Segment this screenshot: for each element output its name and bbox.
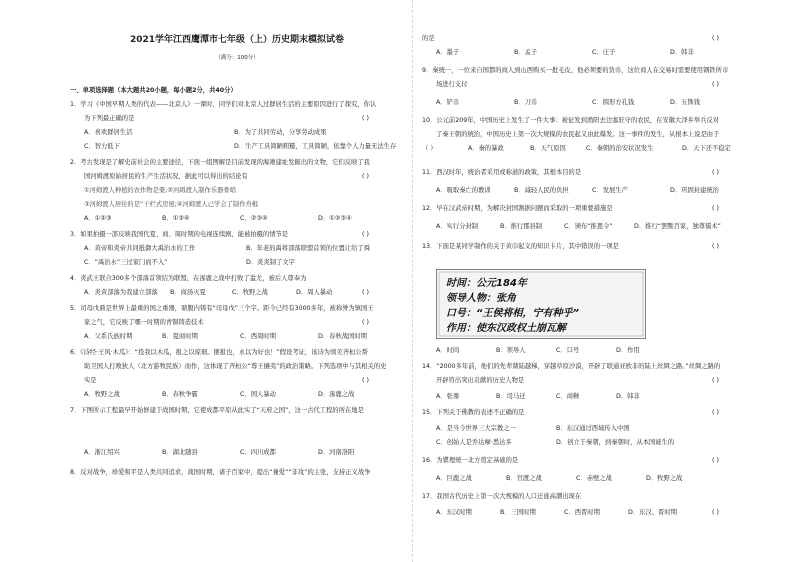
question-6-options (84, 392, 396, 398)
option-a: A．喜欢群居生活 (84, 129, 133, 136)
answer-bracket: ( ) (712, 457, 719, 464)
option-b: B．夏商时期 (162, 333, 198, 340)
question-6-line-2: 助卫国人打败狄人（北方游牧民族）而作，这体现了齐桓公“尊王攘夷”的政治策略。下列选项中与其相关的史 (84, 363, 387, 370)
option-a: A．铲币 (436, 99, 460, 106)
option-b: B．领导人 (496, 347, 526, 354)
answer-bracket: ( ) (712, 205, 719, 212)
option-b: B．刀币 (514, 99, 538, 106)
exam-title: 2021学年江西鹰潭市七年级（上）历史期末模拟试卷 (129, 35, 345, 45)
option-a: A．浙江绍兴 (84, 449, 120, 456)
question-15-options-row-1 (436, 426, 706, 432)
answer-bracket: ( ) (362, 231, 369, 238)
question-3-options-row-1 (84, 246, 396, 252)
option-d: D．作用 (616, 347, 640, 354)
answer-bracket: ( ) (712, 35, 719, 42)
question-6-line-3: 实是 (84, 377, 97, 384)
option-d: D．牧野之战 (646, 475, 683, 482)
question-3-options-row-2 (84, 260, 396, 266)
question-4-line-1: 4．炎武王联合300多个部落首领结为联盟，在涿鹿之战中打败了蚩尤，被后人尊奉为 (70, 275, 307, 282)
knowledge-card-image (436, 269, 646, 339)
question-11-options (436, 188, 748, 194)
question-2-statement-1: ①河姆渡人种植的农作物是粟;②河姆渡人制作乐器骨哨 (84, 187, 236, 194)
option-c: C．圆形方孔钱 (592, 99, 635, 106)
option-d: D．春秋战国时期 (318, 333, 367, 340)
card-line-effect: 作用：使东汉政权土崩瓦解 (446, 323, 566, 334)
question-1-line-1: 1．学习《中国早期人类的代表——北京人》一课时，同学们对北京人过群居生活的主要原因进行了探究，你认 (70, 101, 377, 108)
option-c: C．颁布“推恩令” (564, 223, 613, 230)
option-a: A．东汉时期 (436, 509, 472, 516)
option-a: A．是当今世界三大宗教之一 (436, 425, 516, 432)
question-5-line-2: 家之气，它反映了哪一时期的青铜铸造技术 (84, 319, 204, 326)
option-a: A．吸取秦亡的教训 (436, 187, 491, 194)
option-a: A．牧野之战 (84, 391, 120, 398)
question-7-line-1: 7．下图所示工程最早开始修建于战国时期，它使成都平原从此实了“天府之国”，这一古代工程的所在地是 (70, 407, 364, 414)
option-b: B．减轻人民的负担 (514, 187, 569, 194)
question-8-line-1: 8．反对战争，珍爱和平是人类共同追求，战国时期，诸子百家中，提出“兼爱”“非攻”的主张，支持正义战争 (70, 469, 371, 476)
question-17-options (436, 510, 706, 516)
answer-bracket: ( ) (362, 377, 369, 384)
question-15-options-row-2 (436, 440, 706, 446)
card-line-leader: 领导人物：张角 (446, 293, 516, 304)
option-d: D．韩非 (616, 393, 640, 400)
question-1-options-row-2 (84, 143, 397, 150)
answer-bracket: ( ) (712, 169, 719, 176)
question-9-line-1: 9．秦统一，一位来自国都的商人到山西购买一批毛皮，他必须要的货币，这位商人在交易时需要使用钢铁所市 (422, 67, 729, 74)
option-c: C．四川成都 (240, 449, 276, 456)
question-13-line-1: 13．下面是某同学制作的关于黄巾起义的知识卡片，其中错误的一项是 (422, 243, 619, 250)
question-12-line-1: 12．早在汉武帝时期，为解决封国割据问题而采取的一项重要措施是 (422, 205, 613, 212)
option-d: D．东汉、晋时期 (628, 509, 677, 516)
question-5-line-1: 5．司母戊鼎是世界上最重的国之重器，鼎腹内铸有“司母戊”三个字。距今已经有3000多年，被称誉为镇国王 (70, 305, 374, 312)
option-c: C．赤壁之战 (576, 475, 612, 482)
question-16-options (436, 476, 724, 482)
question-17-line-1: 17．我国古代历史上第一次大规模的人口迁徙高潮出现在 (422, 493, 582, 500)
option-b: B．天气原因 (530, 145, 566, 152)
question-14-options (436, 394, 694, 400)
answer-bracket: ( ) (362, 115, 369, 122)
option-c: C．商鞅 (556, 393, 580, 400)
question-13-options (436, 348, 694, 354)
option-a: A．巨鹿之战 (436, 475, 472, 482)
question-12-options (436, 223, 721, 230)
option-c: C．创始人是乔达摩·悉达多 (436, 439, 512, 446)
answer-bracket: ( ) (362, 319, 369, 326)
option-a: A．炎黄部落为我建立部落 (84, 289, 158, 296)
option-b: B．为了共同劳动，分享劳动成果 (234, 129, 327, 136)
question-7-options (84, 450, 396, 456)
answer-bracket: ( ) (712, 509, 719, 516)
option-c: C．西周时期 (240, 333, 276, 340)
question-10-line-2: 了秦王朝的统治，中国历史上第一次大规模的农民起义由此爆发。这一事件的发生，从根本上说是由于 (436, 131, 720, 138)
right-column (422, 0, 752, 562)
option-c: C．口号 (556, 347, 580, 354)
option-b: B．①③④ (162, 215, 190, 222)
option-c: C．②③④ (240, 215, 268, 222)
question-16-line-1: 16．为瞿理统一北方奠定基础的是 (422, 457, 519, 464)
question-8-options (436, 50, 748, 56)
option-b: B．年老的禹将部落联盟首领的位置让给了舜 (246, 245, 370, 252)
question-10-line-1: 10．公元前209年，中国历史上发生了一件大事：被征发到渔阳去边塞驻守的农民，在安徽大泽乡举兵反对 (422, 117, 720, 124)
question-9-line-2: 场进行支付 (436, 81, 468, 88)
option-c: C．庄子 (592, 49, 616, 56)
option-d: D．涿鹿之战 (318, 391, 355, 398)
question-10-options (468, 146, 760, 152)
fold-line (412, 0, 413, 562)
option-b: B．官渡之战 (506, 475, 542, 482)
answer-bracket: ( ) (712, 377, 719, 384)
option-a: A．时间 (436, 347, 460, 354)
option-c: C．智力低下 (84, 143, 120, 150)
question-6-line-1: 6．《诗经·王风·木瓜》：“投我以木瓜，报之以琼琚。匪报也，永以为好也！”假设考证，该诗为颂美齐桓公帮 (70, 349, 368, 356)
option-a: A．张骞 (436, 393, 460, 400)
option-d: D．巩固封建统治 (670, 187, 719, 194)
question-5-options (84, 334, 396, 340)
question-2-line-2: 国河姆渡原始居民的生产生活状况，据此可以得出的结论有 (84, 173, 248, 180)
option-b: B．三国时期 (500, 509, 536, 516)
option-c: C．牧野之战 (232, 289, 268, 296)
option-d: D．韩非 (670, 49, 694, 56)
question-8-continuation: 的是 (422, 35, 435, 42)
question-14-line-1: 14．“2000多年前，他们的先辈凿陆越梯，穿越草原沙漠，开辟了联通亚欧非的陆上丝绸之路。”丝绸之路的 (422, 363, 721, 370)
option-a: A．秦的暴政 (468, 145, 504, 152)
option-b: B．商汤灭夏 (170, 289, 206, 296)
question-2-statement-2: ③河姆渡人居住的是“干栏式房屋;④河姆渡人已学会了制作舟楫 (84, 201, 259, 208)
full-score: （满分：100分） (215, 55, 259, 61)
card-line-time: 时间：公元184年 (446, 278, 527, 289)
option-d: D．推行“罢黜百家，独尊儒术” (634, 223, 721, 230)
card-line-slogan: 口号：“王侯将相，宁有种乎” (446, 308, 579, 319)
question-2-line-1: 2．考古发现是了解史前社会的主要途径，下面一组图解是目前发现的海滩建址发掘出的文物，它们反映了我 (70, 159, 370, 166)
option-c: C．秦朝的治安状况发生 (586, 145, 654, 152)
option-d: D．河南洛阳 (318, 449, 355, 456)
option-d: D．炎炎制了文字 (246, 259, 295, 266)
option-c: C．西晋时期 (564, 509, 600, 516)
question-1-options-row-1 (84, 130, 384, 136)
option-d: D．生产工具简陋粗糙，工具简陋，依靠个人力量无法生存 (234, 143, 397, 150)
option-a: A．实行分封制 (436, 223, 479, 230)
option-d: D．五铢钱 (670, 99, 701, 106)
option-c: C．“禹治水”三过家门而不入” (84, 259, 168, 266)
question-2-options (84, 216, 396, 222)
option-d: D．天下还不稳定 (682, 145, 731, 152)
answer-bracket: ( ) (712, 81, 719, 88)
answer-bracket: ( ) (362, 289, 369, 296)
section-heading: 一、单项选择题（本大题共20小题，每小题2分，共40分） (70, 87, 237, 94)
question-14-line-2: 开辟符出突出贡献的历史人物是 (436, 377, 525, 384)
option-b: B．司马迁 (496, 393, 526, 400)
question-11-line-1: 11．西汉时年，统治者采用或称道的政策，其根本目的是 (422, 169, 582, 176)
question-3-line-1: 3．如果拍摄一部反映我国代夏、商、周时期的电视连续剧，能被拍摄的情节是 (70, 231, 289, 238)
option-b: B．孟子 (514, 49, 538, 56)
option-a: A．黄帝和炎帝共同抵御大禹治水的工作 (84, 245, 196, 252)
option-c: C．国人暴动 (240, 391, 276, 398)
option-b: B．春秋争霸 (162, 391, 198, 398)
option-a: A．墨子 (436, 49, 460, 56)
answer-bracket: ( ) (712, 409, 719, 416)
option-d: D．周人暴动 (296, 289, 333, 296)
option-a: A．①②③ (84, 215, 112, 222)
question-15-line-1: 15．下列关于佛教的表述不正确的是 (422, 409, 525, 416)
option-a: A．父系氏族时期 (84, 333, 133, 340)
option-d: D．①②③④ (318, 215, 352, 222)
option-d: D．创立于秦朝，到秦朝时，从本国诞生的 (556, 439, 675, 446)
answer-bracket: ( ) (712, 243, 719, 250)
option-b: B．湖北随县 (162, 449, 198, 456)
option-b: B．东汉通过西域传入中国 (556, 425, 630, 432)
option-b: B．推行郡县制 (500, 223, 543, 230)
question-1-line-2: 为下列最正确的是 (84, 115, 135, 122)
question-10-line-3: （ ） (422, 145, 437, 152)
option-c: C．发展生产 (592, 187, 628, 194)
left-column (70, 0, 404, 562)
question-4-options (84, 290, 374, 296)
question-9-options (436, 100, 748, 106)
answer-bracket: ( ) (362, 173, 369, 180)
